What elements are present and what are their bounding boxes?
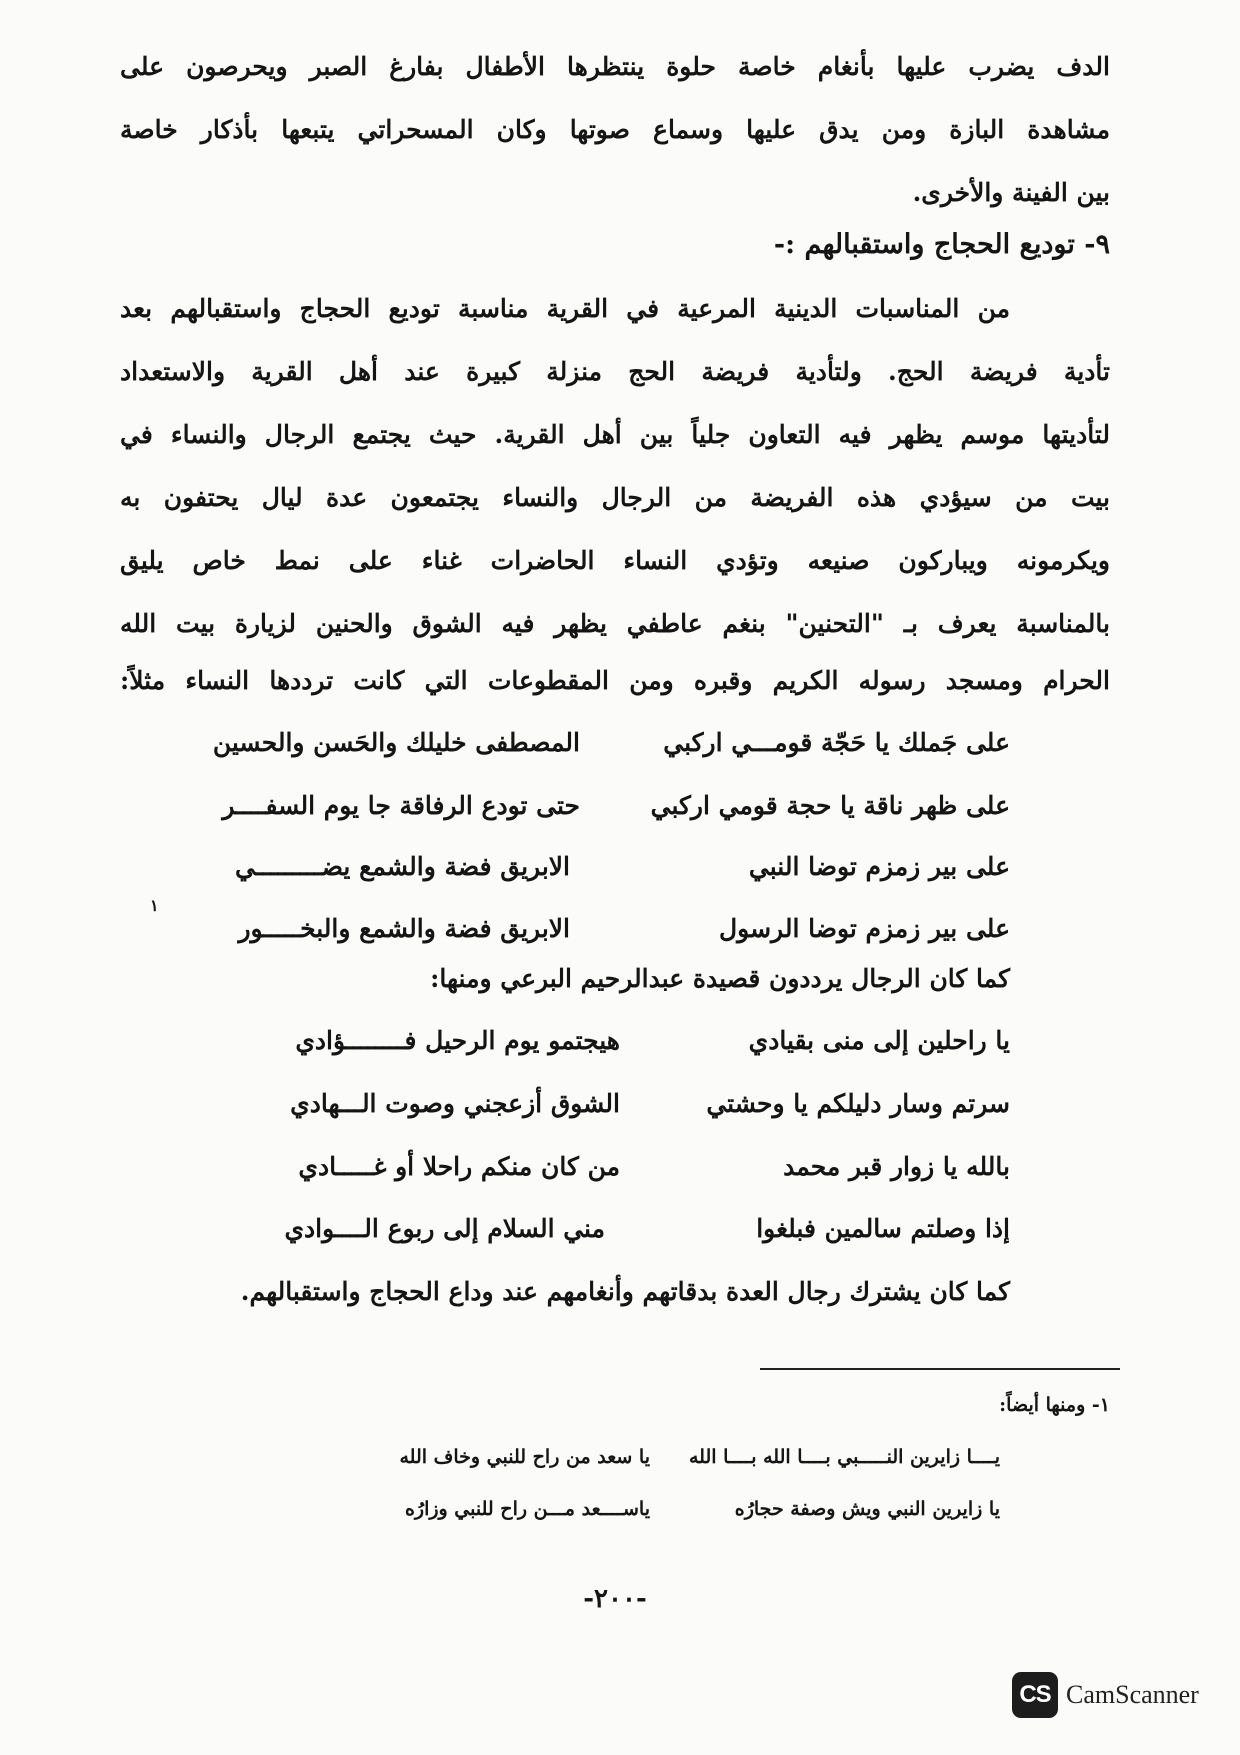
poem-verse-right: بالله يا زوار قبر محمد	[783, 1152, 1010, 1181]
footnote-marker: ١	[150, 896, 159, 915]
paragraph-line: لتأديتها موسم يظهر فيه التعاون جلياً بين أهل القرية. حيث يجتمع الرجال والنساء في	[120, 420, 1110, 449]
poem-verse-left: الابريق فضة والشمع والبخـــــور	[238, 914, 570, 943]
paragraph-line: كما كان يشترك رجال العدة بدقاتهم وأنغامهم عند وداع الحجاج واستقبالهم.	[240, 1277, 1010, 1306]
footnote-label: ١- ومنها أيضاً:	[999, 1394, 1110, 1416]
poem-verse-right: يا راحلين إلى منى بقيادي	[748, 1026, 1010, 1055]
footnote-separator	[760, 1368, 1120, 1370]
footnote-verse-right: يا زايرين النبي ويش وصفة حجارُه	[734, 1498, 1000, 1520]
poem-verse-right: على جَملك يا حَجّة قومـــي اركبي	[663, 728, 1010, 757]
camscanner-label: CamScanner	[1066, 1680, 1199, 1709]
footnote-verse-right: يــــا زايرين النـــــبي بــــا الله بــــا الله	[689, 1446, 1000, 1468]
poem-verse-left: الابريق فضة والشمع يضـــــــــي	[235, 852, 570, 881]
paragraph-line: بين الفينة والأخرى.	[912, 178, 1110, 207]
paragraph-line: ويكرمونه ويباركون صنيعه وتؤدي النساء الحاضرات غناء على نمط خاص يليق	[120, 546, 1110, 575]
paragraph-line: بالمناسبة يعرف بـ "التحنين" بنغم عاطفي يظهر فيه الشوق والحنين لزيارة بيت الله	[120, 609, 1110, 638]
poem-verse-left: هيجتمو يوم الرحيل فــــــــؤادي	[295, 1026, 620, 1055]
paragraph-line: كما كان الرجال يرددون قصيدة عبدالرحيم البرعي ومنها:	[430, 964, 1010, 993]
section-heading: ٩- توديع الحجاج واستقبالهم :-	[773, 229, 1110, 260]
poem-verse-right: سرتم وسار دليلكم يا وحشتي	[706, 1089, 1010, 1118]
footnote-verse-left: يا سعد من راح للنبي وخاف الله	[399, 1446, 650, 1468]
page-number: -٢٠٠-	[583, 1584, 647, 1614]
paragraph-line: مشاهدة البازة ومن يدق عليها وسماع صوتها وكان المسحراتي يتبعها بأذكار خاصة	[120, 115, 1110, 144]
paragraph-line: من المناسبات الدينية المرعية في القرية مناسبة توديع الحجاج واستقبالهم بعد	[120, 294, 1010, 323]
poem-verse-left: من كان منكم راحلا أو غـــــادي	[298, 1152, 620, 1181]
camscanner-watermark	[1012, 1670, 1199, 1720]
poem-verse-left: مني السلام إلى ربوع الــــوادي	[284, 1214, 605, 1243]
camscanner-logo-icon: CS	[1012, 1672, 1058, 1718]
footnote-verse-left: ياســــعد مـــن راح للنبي وزارُه	[404, 1498, 650, 1520]
paragraph-line: الحرام ومسجد رسوله الكريم وقبره ومن المقطوعات التي كانت ترددها النساء مثلاً:	[120, 666, 1110, 695]
poem-verse-left: الشوق أزعجني وصوت الـــهادي	[290, 1089, 620, 1118]
poem-verse-right: على بير زمزم توضا الرسول	[719, 914, 1010, 943]
paragraph-line: تأدية فريضة الحج. ولتأدية فريضة الحج منزلة كبيرة عند أهل القرية والاستعداد	[120, 357, 1110, 386]
poem-verse-left: حتى تودع الرفاقة جا يوم السفــــر	[222, 791, 580, 820]
poem-verse-right: إذا وصلتم سالمين فبلغوا	[756, 1214, 1010, 1243]
poem-verse-right: على ظهر ناقة يا حجة قومي اركبي	[650, 791, 1010, 820]
paragraph-line: بيت من سيؤدي هذه الفريضة من الرجال والنساء يجتمعون عدة ليال يحتفون به	[120, 483, 1110, 512]
poem-verse-left: المصطفى خليلك والحَسن والحسين	[212, 728, 580, 757]
poem-verse-right: على بير زمزم توضا النبي	[748, 852, 1010, 881]
paragraph-line: الدف يضرب عليها بأنغام خاصة حلوة ينتظرها الأطفال بفارغ الصبر ويحرصون على	[120, 52, 1110, 81]
